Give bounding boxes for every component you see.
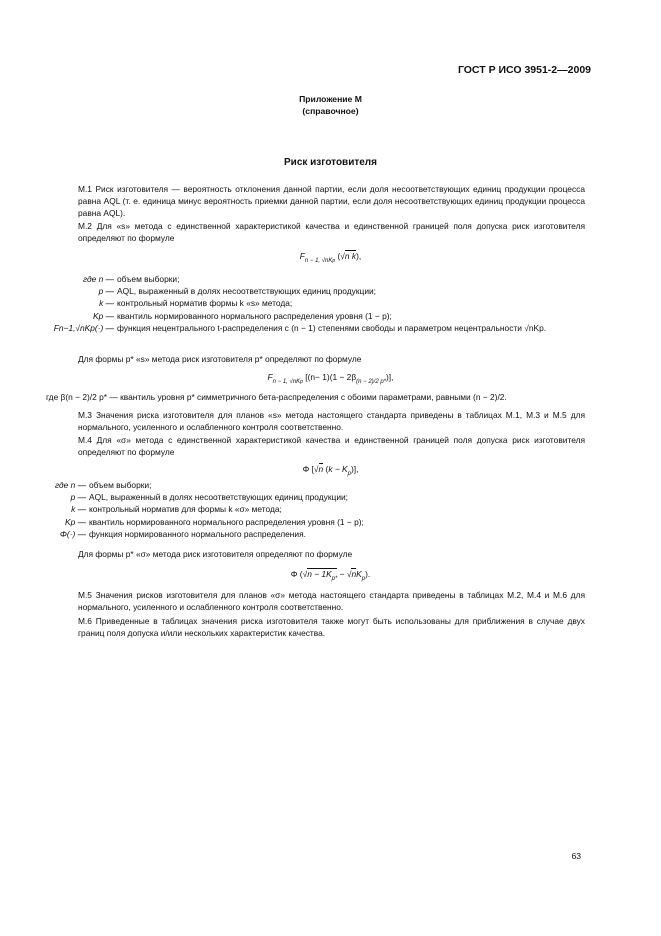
def-key: где n —	[54, 480, 86, 490]
def-row	[46, 516, 586, 528]
formula-sigma-method-p-star: Φ $(√n - 1K_{p*} - √nK_p)$.	[290, 569, 371, 582]
formula-sigma-method: Φ [√n $(k - K_p)$],	[302, 464, 359, 477]
def-row	[46, 322, 586, 334]
definitions-sigma-method	[46, 479, 586, 540]
def-key: Fn−1,√nKp(·) —	[53, 322, 114, 333]
def-text: AQL, выраженный в долях несоответствующих единиц продукции;	[117, 286, 377, 297]
formula-s-method: $F_{n - 1, √nKp}$ (√n k),	[299, 251, 362, 264]
def-text: функция нормированного нормального распределения.	[89, 528, 306, 539]
def-text: AQL, выраженный в долях несоответствующих единиц продукции;	[89, 492, 349, 503]
beta-text: квантиль уровня p* симметричного бета-распределения с обоими параметрами, равными (n − 2)/2.	[120, 392, 507, 402]
def-key: p —	[70, 492, 86, 503]
def-key: Kp —	[93, 310, 114, 321]
formula-s-method-p-star: $F_{n - 1, √nKp}$ $[(n- 1)(1 - 2\beta_{(n - 2)/2 p*})]$,	[267, 372, 394, 385]
def-row	[46, 528, 586, 540]
definitions-s-method	[46, 273, 586, 334]
def-key: Φ(·) —	[59, 528, 86, 539]
def-text: контрольный норматив для формы k «σ» метода;	[89, 504, 282, 515]
def-key: k —	[99, 298, 114, 309]
def-text: контрольный норматив формы k «s» метода;	[117, 298, 293, 309]
def-row	[46, 479, 586, 491]
document-header: ГОСТ Р ИСО 3951-2—2009	[457, 64, 591, 76]
page-number: 63	[571, 851, 581, 861]
def-key: Kp —	[65, 516, 86, 527]
def-row	[46, 310, 586, 322]
def-key: p —	[98, 286, 114, 297]
paragraph-m2: М.2 Для «s» метода с единственной характеристикой качества и единственной границей поля допуска риск изготовителя определяют по формуле	[78, 221, 585, 244]
paragraph-m1: М.1 Риск изготовителя — вероятность отклонения данной партии, если доля несоответствующих единиц продукции процесса равна AQL (т. е. единица минус вероятность приемки данной партии, если доля несоответствующих единиц продукции процесса равна AQL).	[78, 184, 585, 219]
def-text: объем выборки;	[117, 274, 180, 284]
def-key: где n —	[82, 274, 114, 284]
paragraph-m5: М.5 Значения рисков изготовителя для планов «σ» метода настоящего стандарта приведены в таблицах М.2, М.4 и М.6 для нормального, усиленного и ослабленного контроля соответственно.	[78, 590, 585, 613]
appendix-heading	[0, 93, 661, 117]
def-row	[46, 503, 586, 515]
paragraph-m4: М.4 Для «σ» метода с единственной характеристикой качества и единственной границей поля допуска риск изготовителя определяют по формуле	[78, 435, 585, 458]
def-text: квантиль нормированного нормального распределения уровня (1 − p);	[89, 516, 364, 527]
def-row	[46, 273, 586, 285]
def-text: объем выборки;	[89, 480, 152, 490]
paragraph-m2-forms: Для формы p* «s» метода риск изготовителя p* определяют по формуле	[78, 354, 362, 364]
paragraph-m3: М.3 Значения риска изготовителя для планов «s» метода настоящего стандарта приведены в таблицах М.1, М.3 и М.5 для нормального, усиленного и ослабленного контроля соответственно.	[78, 410, 585, 433]
def-text: функция нецентрального t-распределения с (n − 1) степенями свободы и параметром нецентральности √nKp.	[117, 322, 547, 333]
beta-key: где β(n − 2)/2 p* —	[46, 392, 118, 402]
paragraph-m6: М.6 Приведенные в таблицах значения риска изготовителя также могут быть использованы для приближения в случае двух границ поля допуска и/или нескольких характеристик качества.	[78, 616, 585, 639]
def-row	[46, 297, 586, 309]
page-title: Риск изготовителя	[284, 157, 377, 168]
def-row	[46, 285, 586, 297]
appendix-type: (справочное)	[302, 106, 359, 116]
beta-definition	[46, 391, 586, 403]
appendix-label: Приложение М	[299, 94, 362, 104]
def-key: k —	[71, 504, 86, 515]
def-text: квантиль нормированного нормального распределения уровня (1 − p);	[117, 310, 392, 321]
def-row	[46, 491, 586, 503]
paragraph-m4-forms: Для формы p* «σ» метода риск изготовителя определяют по формуле	[78, 549, 353, 559]
